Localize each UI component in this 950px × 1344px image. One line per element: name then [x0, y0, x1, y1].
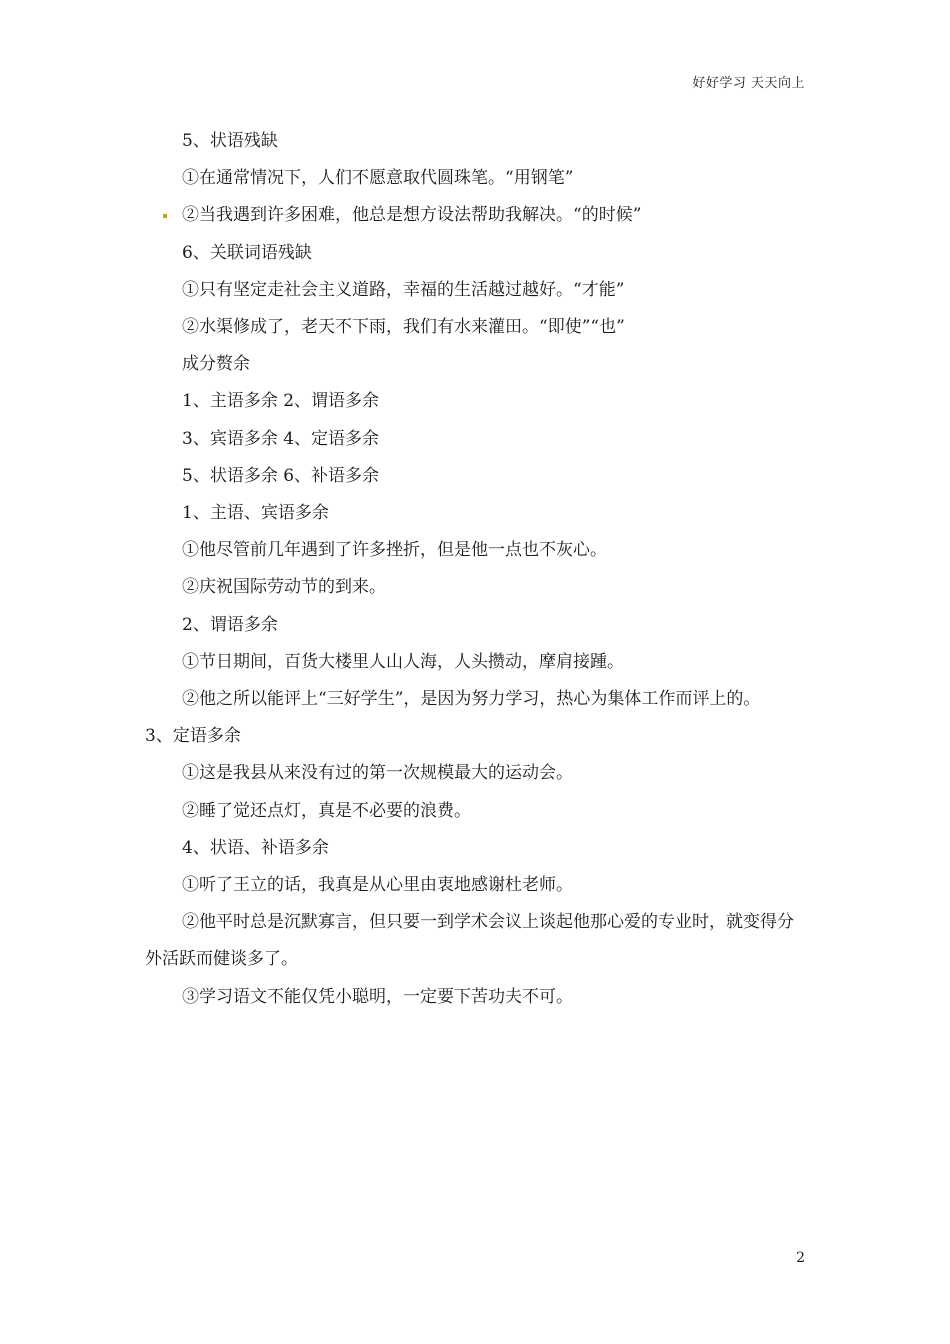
example-paragraph: ②他平时总是沉默寡言，但只要一到学术会议上谈起他那心爱的专业时，就变得分外活跃而健谈多了。	[145, 912, 794, 970]
example-line: ①节日期间，百货大楼里人山人海，人头攒动，摩肩接踵。	[182, 651, 624, 672]
example-line: ①这是我县从来没有过的第一次规模最大的运动会。	[182, 763, 573, 784]
example-line: ②水渠修成了，老天不下雨，我们有水来灌田。“即使”“也”	[182, 317, 625, 338]
example-line: ①在通常情况下，人们不愿意取代圆珠笔。“用钢笔”	[182, 168, 574, 189]
example-line: ②庆祝国际劳动节的到来。	[182, 577, 386, 598]
heading-conjunction-missing: 6、关联词语残缺	[182, 242, 312, 263]
example-line: ②睡了觉还点灯，真是不必要的浪费。	[182, 800, 471, 821]
heading-adverbial-missing: 5、状语残缺	[182, 131, 278, 151]
heading-predicate-redundant: 2、谓语多余	[182, 614, 278, 635]
example-line: ③学习语文不能仅凭小聪明，一定要下苦功夫不可。	[182, 986, 573, 1007]
document-body	[145, 123, 805, 1016]
page-header: 好好学习 天天向上	[692, 76, 805, 91]
example-line: ②当我遇到许多困难，他总是想方设法帮助我解决。“的时候”	[182, 205, 642, 226]
list-item: 5、状语多余 6、补语多余	[182, 465, 380, 486]
heading-subject-object-redundant: 1、主语、宾语多余	[182, 503, 329, 524]
heading-attributive-redundant: 3、定语多余	[145, 726, 241, 747]
heading-adverbial-complement-redundant: 4、状语、补语多余	[182, 837, 329, 858]
example-line: ①只有坚定走社会主义道路，幸福的生活越过越好。“才能”	[182, 279, 625, 300]
list-item: 3、宾语多余 4、定语多余	[182, 428, 380, 449]
section-heading-redundancy: 成分赘余	[182, 354, 250, 375]
example-paragraph: ②他之所以能评上“三好学生”，是因为努力学习，热心为集体工作而评上的。	[182, 689, 761, 710]
example-line: ①听了王立的话，我真是从心里由衷地感谢杜老师。	[182, 875, 573, 896]
list-item: 1、主语多余 2、谓语多余	[182, 391, 380, 412]
page-number: 2	[796, 1250, 805, 1266]
example-line: ①他尽管前几年遇到了许多挫折，但是他一点也不灰心。	[182, 540, 607, 561]
